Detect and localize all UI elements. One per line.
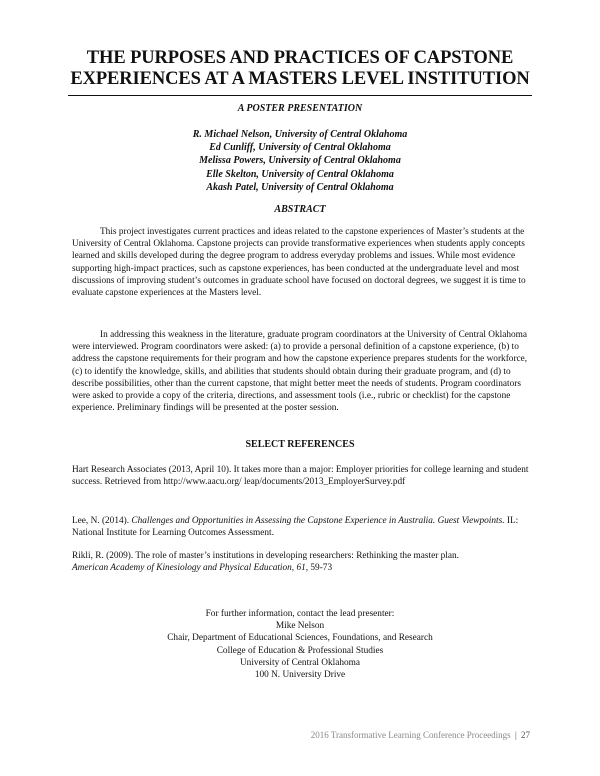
abstract-paragraph bbox=[72, 226, 528, 299]
footer-separator: | bbox=[514, 730, 517, 740]
author-line: Melissa Powers, University of Central Oklahoma bbox=[199, 155, 401, 167]
reference-text: 59-73 bbox=[308, 563, 333, 574]
contact-line: Mike Nelson bbox=[275, 621, 325, 632]
paper-title bbox=[60, 48, 540, 90]
contact-line: College of Education & Professional Studies bbox=[216, 645, 384, 656]
contact-block bbox=[60, 608, 540, 681]
page-number: 27 bbox=[521, 730, 530, 740]
title-divider bbox=[68, 95, 532, 96]
reference-text: Lee, N. (2014). bbox=[72, 516, 132, 526]
reference-entry bbox=[72, 550, 532, 575]
reference-text: Hart Research Associates (2013, April 10). It takes more than a major: Employer priorities for college learning and student success. Retrieved from http://www.aacu.org/ leap/documents/2013_EmployerSurvey.pdf bbox=[72, 465, 529, 488]
contact-line: 100 N. University Drive bbox=[254, 670, 346, 681]
reference-text: IL: National Institute for Learning Outcomes Assessment. bbox=[72, 516, 519, 539]
author-line: Ed Cunliff, University of Central Oklahoma bbox=[209, 142, 391, 154]
author-line: R. Michael Nelson, University of Central Oklahoma bbox=[192, 129, 408, 140]
reference-italic-title: American Academy of Kinesiology and Physical Education, 61, bbox=[72, 563, 309, 574]
contact-line: University of Central Oklahoma bbox=[239, 657, 361, 668]
reference-entry bbox=[72, 515, 532, 540]
author-line: Elle Skelton, University of Central Oklahoma bbox=[206, 168, 394, 180]
abstract-paragraph-text: This project investigates current practices and ideas related to the capstone experiences of Master’s students at the University of Central Oklahoma. Capstone projects can provide transformative experiences when students apply concepts learned and skills developed during the degree program to address everyday problems and issues. While most evidence supporting high-impact practices, such as capstone experiences, has been conducted at the undergraduate level and most discussions of improving student’s outcomes in graduate school have focused on doctoral degrees, we suggest it is time to evaluate capstone experiences at the Masters level. bbox=[72, 227, 526, 299]
footer-text: 2016 Transformative Learning Conference Proceedings bbox=[310, 730, 511, 740]
reference-entry bbox=[72, 464, 532, 489]
author-list bbox=[60, 128, 540, 194]
reference-text: Rikli, R. (2009). The role of master’s institutions in developing researchers: Rethinking the master plan. bbox=[72, 551, 459, 561]
reference-italic-title: Challenges and Opportunities in Assessing the Capstone Experience in Australia. Guest Viewpoints. bbox=[131, 516, 505, 526]
subtitle: A POSTER PRESENTATION bbox=[237, 103, 363, 114]
abstract-paragraph bbox=[72, 329, 528, 414]
title-line-2: EXPERIENCES AT A MASTERS LEVEL INSTITUTION bbox=[70, 69, 530, 89]
author-line: Akash Patel, University of Central Oklahoma bbox=[206, 181, 394, 193]
references-heading: SELECT REFERENCES bbox=[245, 439, 355, 450]
contact-line: Chair, Department of Educational Sciences, Foundations, and Research bbox=[167, 633, 433, 644]
title-line-1: THE PURPOSES AND PRACTICES OF CAPSTONE bbox=[86, 48, 514, 68]
page-footer bbox=[311, 730, 530, 741]
abstract-heading: ABSTRACT bbox=[274, 204, 326, 215]
contact-line: For further information, contact the lead presenter: bbox=[205, 609, 395, 619]
abstract-paragraph-text: In addressing this weakness in the literature, graduate program coordinators at the University of Central Oklahoma were interviewed. Program coordinators were asked: (a) to provide a personal definition of a capstone experience, (b) to address the capstone requirements for their program and how the capstone experience prepares students for the workforce, (c) to identify the knowledge, skills, and abilities that students should obtain during their graduate program, and (d) to describe possibilities, other than the current capstone, that might better meet the needs of students. Program coordinators were asked to provide a copy of the criteria, directions, and assessment tools (i.e., rubric or checklist) for the capstone experience. Preliminary findings will be presented at the poster session. bbox=[72, 330, 528, 414]
